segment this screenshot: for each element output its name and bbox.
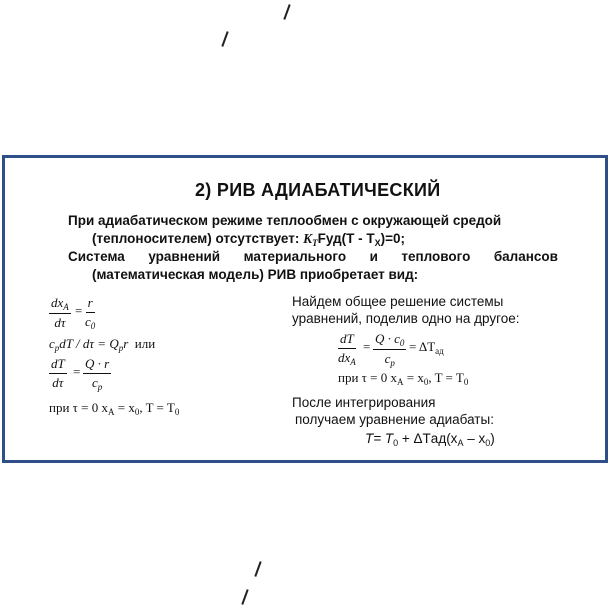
adiabat-equation: $T= T_0 + \Delta Tад(x_A - x_0)$ bbox=[365, 431, 495, 448]
right-eq-result: = $\Delta T_{ад}$ bbox=[409, 339, 444, 356]
intro-line-2: (теплоносителем) отсутствует: $K_TFуд(T - T_X)=0$; bbox=[92, 231, 406, 248]
decorative-stroke bbox=[254, 561, 261, 577]
eq3-lhs: $\frac{dT}{d\tau}$ bbox=[51, 356, 65, 390]
intro-line-4: (математическая модель) РИВ приобретает вид: bbox=[92, 267, 419, 282]
decorative-stroke bbox=[221, 31, 228, 47]
right-text-2: После интегрирования получаем уравнение адиабаты: bbox=[292, 395, 494, 427]
intro-line-1: При адиабатическом режиме теплообмен с окружающей средой bbox=[68, 213, 502, 228]
right-eq-lhs: dT $dx_A$ bbox=[338, 331, 356, 367]
eq1-rhs: $\frac{r}{c_0}$ bbox=[85, 295, 96, 331]
left-initial-conditions: при τ = 0 $x_A = x_0$, $T = T_0$ bbox=[49, 400, 180, 417]
slide-frame: 2) РИВ АДИАБАТИЧЕСКИЙ При адиабатическом режиме теплообмен с окружающей средой (теплоносителем) отсутствует: $K_TFуд(T - T_X)=0$; Система уравнений материального и теплового балансов (математическая модель) РИВ приобретает вид: $dx_A$ dτ = $\frac{r}{c_0}$ $c_pdT / d\tau = Q_pr$ или $\frac{dT}{d\tau}$ = $\frac{Q \cdot r}{c_p}$ при τ = 0 $x_A = x_0$, $T = T_0$ Найдем общее решение системы уравнений, поделив одно на другое: dT $dx_A$ = $\frac{Q \cdot c_0}{c_p}$ = $\Delta T_{ад}$ при τ = 0 $x_A = x_0$, $T = T_0$ После интегрирования получаем уравнение адиабаты: $T= T_0 + \Delta Tад(x_A - x_0)$ bbox=[2, 155, 608, 463]
right-initial-conditions: при τ = 0 $x_A = x_0$, $T = T_0$ bbox=[338, 370, 469, 387]
eq2: $c_pdT / d\tau = Q_pr$ или bbox=[49, 336, 156, 353]
intro-line-3: Система уравнений материального и теплового балансов bbox=[68, 249, 558, 264]
eq1-lhs: $dx_A$ dτ bbox=[51, 295, 69, 330]
decorative-stroke bbox=[241, 589, 248, 605]
slide-title: 2) РИВ АДИАБАТИЧЕСКИЙ bbox=[195, 180, 441, 200]
right-eq-rhs: $\frac{Q \cdot c_0}{c_p}$ bbox=[375, 331, 405, 368]
k-symbol: $K_T$ bbox=[303, 231, 318, 248]
eq3-rhs: $\frac{Q \cdot r}{c_p}$ bbox=[85, 356, 110, 392]
right-text-1: Найдем общее решение системы уравнений, поделив одно на другое: bbox=[292, 294, 520, 326]
decorative-stroke bbox=[283, 4, 290, 20]
